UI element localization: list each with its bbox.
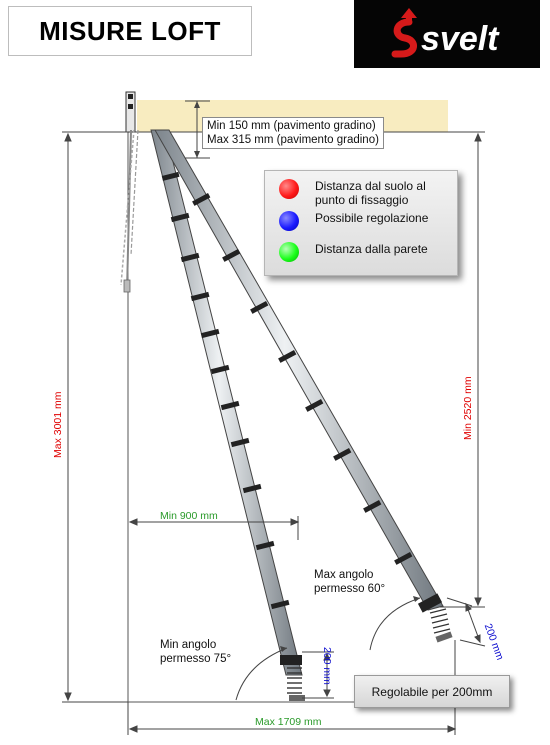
label-max-wall: Max 1709 mm bbox=[255, 716, 322, 728]
label-min-height: Min 2520 mm bbox=[462, 376, 474, 440]
label-min-wall: Min 900 mm bbox=[160, 510, 218, 522]
angle-arc-75 bbox=[236, 648, 287, 700]
label-min-angle: Min angolo permesso 75° bbox=[160, 639, 232, 665]
adjust-note-box bbox=[354, 675, 510, 708]
logo-text: svelt bbox=[421, 20, 499, 58]
red-dot-icon bbox=[279, 179, 299, 199]
label-adjust-right: 200 mm bbox=[481, 622, 506, 662]
adjust-note: Regolabile per 200mm bbox=[371, 684, 493, 699]
legend-item-red bbox=[279, 179, 445, 207]
legend-label-blue: Possibile regolazione bbox=[315, 211, 429, 225]
legend-item-green bbox=[279, 242, 428, 262]
label-max-angle: Max angolo permesso 60° bbox=[314, 569, 386, 595]
legend-label-red: Distanza dal suolo al punto di fissaggio bbox=[315, 179, 426, 207]
legend-item-blue bbox=[279, 211, 428, 231]
label-max-height: Max 3001 mm bbox=[52, 391, 64, 458]
label-adjust-left: 200 mm bbox=[321, 647, 333, 685]
spec-min: Min 150 mm (pavimento gradino) bbox=[207, 120, 376, 132]
green-dot-icon bbox=[279, 242, 299, 262]
legend-label-green: Distanza dalla parete bbox=[315, 242, 428, 256]
page-title: MISURE LOFT bbox=[39, 15, 221, 46]
angle-arc-60 bbox=[370, 598, 420, 650]
blue-dot-icon bbox=[279, 211, 299, 231]
spec-box bbox=[202, 117, 384, 149]
dim-adjust-right bbox=[447, 598, 485, 646]
dim-max-height bbox=[62, 132, 128, 702]
legend bbox=[264, 170, 458, 276]
spec-max: Max 315 mm (pavimento gradino) bbox=[207, 134, 379, 146]
